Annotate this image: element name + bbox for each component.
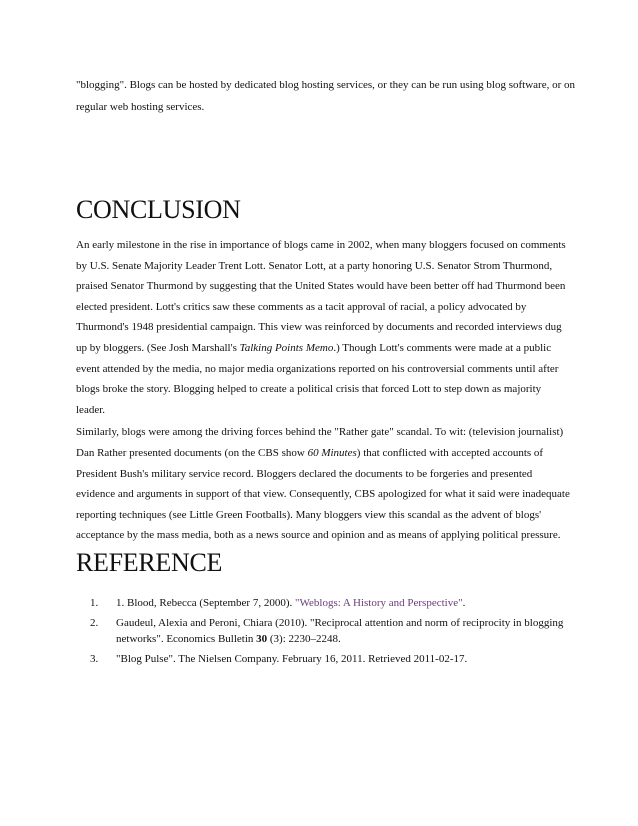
reference-text-end: (3): 2230–2248.	[267, 633, 341, 645]
reference-link[interactable]: "Weblogs: A History and Perspective"	[295, 597, 463, 609]
reference-heading: REFERENCE	[76, 548, 223, 577]
reference-text-end: .	[462, 597, 466, 609]
reference-number: 2.	[90, 617, 99, 629]
reference-item	[76, 595, 576, 611]
conclusion-body	[76, 235, 572, 548]
conclusion-paragraph-1	[76, 235, 572, 420]
intro-paragraph	[76, 74, 576, 118]
reference-text: 1. Blood, Rebecca (September 7, 2000).	[116, 597, 296, 609]
talking-points-memo-title: Talking Points Memo	[239, 341, 334, 354]
reference-text: "Blog Pulse". The Nielsen Company. February 16, 2011. Retrieved 2011-02-17.	[116, 653, 468, 665]
reference-item	[76, 615, 576, 647]
conclusion-p2-text-a: Similarly, blogs were among the driving forces behind the "Rather gate" scandal. To wit: (television journalist) Dan Rather presented documents (on the CBS show	[76, 426, 564, 459]
reference-number: 3.	[90, 653, 99, 665]
reference-number: 1.	[90, 597, 99, 609]
conclusion-p1-text-b: .) Though Lott's comments were made at a public event attended by the media, no major media organizations reported on his controversial comments until after blogs broke the story. Blogging helped to create a political crisis that forced Lott to step down as majority leader.	[76, 341, 559, 416]
reference-text: Gaudeul, Alexia and Peroni, Chiara (2010). "Reciprocal attention and norm of reciprocity in blogging networks". Economics Bulletin	[116, 617, 564, 645]
reference-list	[76, 595, 576, 671]
conclusion-heading: CONCLUSION	[76, 195, 241, 224]
conclusion-p2-text-b: ) that conflicted with accepted accounts of President Bush's military service record. Bloggers declared the documents to be forgeries and presented evidence and arguments in support of that view. Consequently, CBS apologized for what it said were inadequate reporting techniques (see Little Green Footballs). Many bloggers view this scandal as the advent of blogs' acceptance by the mass media, both as a news source and opinion and as means of applying political pressure.	[76, 446, 570, 542]
conclusion-paragraph-2	[76, 422, 572, 546]
reference-volume: 30	[256, 633, 268, 645]
sixty-minutes-title: 60 Minutes	[307, 446, 357, 459]
reference-item	[76, 651, 576, 667]
intro-text: "blogging". Blogs can be hosted by dedicated blog hosting services, or they can be run using blog software, or on regular web hosting services.	[76, 79, 575, 113]
conclusion-p1-text-a: An early milestone in the rise in importance of blogs came in 2002, when many bloggers focused on comments by U.S. Senate Majority Leader Trent Lott. Senator Lott, at a party honoring U.S. Senator Strom Thurmond, praised Senator Thurmond by suggesting that the United States would have been better off had Thurmond been elected president. Lott's critics saw these comments as a tacit approval of racial, a policy advocated by Thurmond's 1948 presidential campaign. This view was reinforced by documents and recorded interviews dug up by bloggers. (See Josh Marshall's	[76, 239, 566, 354]
